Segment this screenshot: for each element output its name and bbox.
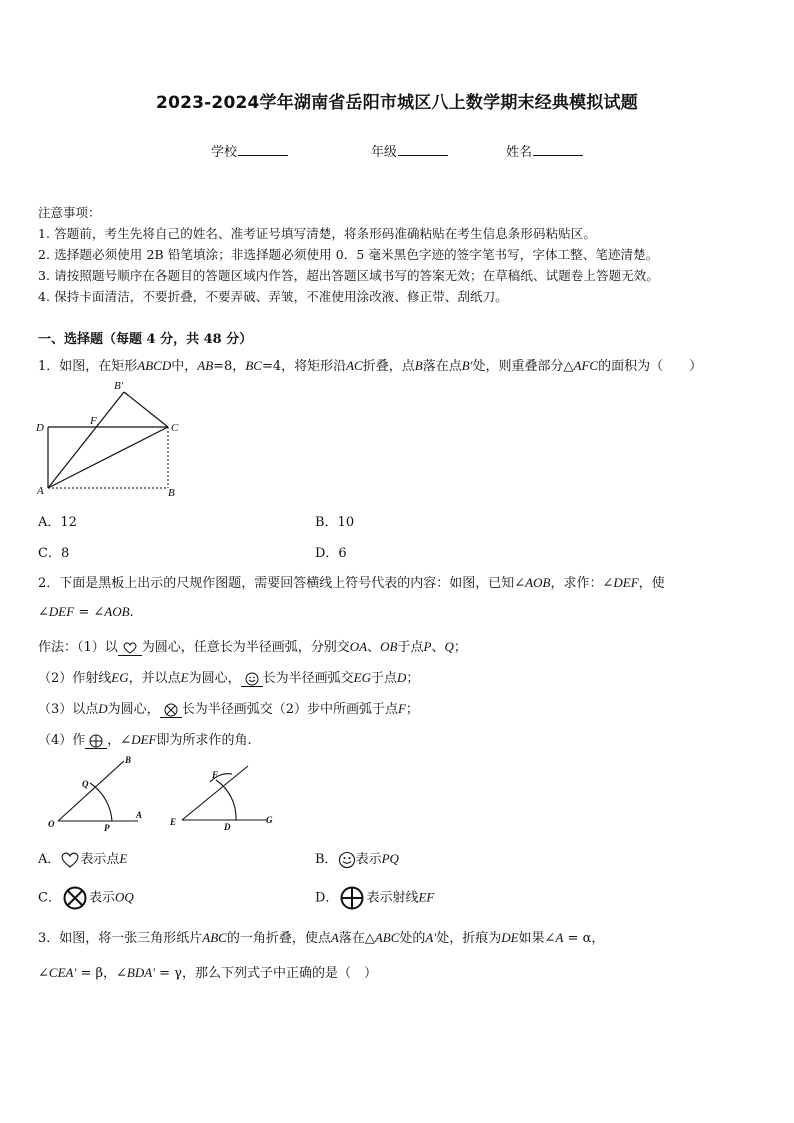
- question-3-stem-line2: ∠CEA′ = β，∠BDA′ = γ，那么下列式子中正确的是（ ）: [38, 965, 377, 981]
- question-2-figure-angle-def: [166, 760, 281, 834]
- q2-option-a[interactable]: A． 表示点E: [38, 851, 128, 867]
- label-p: P: [104, 823, 110, 833]
- notes-heading: 注意事项：: [38, 205, 101, 220]
- note-item-4: 4. 保持卡面清洁，不要折叠，不要弄破、弄皱，不准使用涂改液、修正带、刮纸刀。: [38, 289, 508, 304]
- question-1-stem: 1．如图，在矩形ABCD中，AB=8，BC=4，将矩形沿AC折叠，点B落在点B′处，则重叠部分△AFC的面积为（ ）: [38, 358, 703, 374]
- name-blank[interactable]: [533, 143, 583, 156]
- circled-plus-icon: [89, 734, 103, 748]
- question-2-step-1: 作法：（1）以 为圆心，任意长为半径画弧，分别交OA、OB于点P、Q；: [38, 639, 467, 655]
- label-e: E: [170, 817, 177, 827]
- section-heading: 一、选择题（每题 4 分，共 48 分）: [38, 332, 253, 347]
- question-2-step-3: （3）以点D为圆心， 长为半径画弧交（2）步中所画弧于点F；: [38, 701, 419, 717]
- smiley-icon: [245, 672, 259, 686]
- label-c: C: [171, 422, 179, 434]
- name-field[interactable]: [506, 141, 583, 160]
- arc-df: [216, 780, 236, 820]
- question-2-figure-angle-aob: [44, 755, 154, 833]
- q1-option-b[interactable]: B．10: [315, 515, 355, 530]
- q2-option-b[interactable]: B． 表示PQ: [315, 851, 399, 867]
- heart-icon: [122, 641, 138, 655]
- label-b-prime: B': [114, 380, 124, 392]
- school-label: 学校: [211, 145, 238, 160]
- label-o: O: [48, 819, 55, 829]
- circled-x-icon: [164, 703, 178, 717]
- question-2-stem-line1: 2．下面是黑板上出示的尺规作图题，需要回答横线上符号代表的内容：如图，已知∠AOB，求作：∠DEF，使: [38, 575, 665, 591]
- q1-option-c[interactable]: C．8: [38, 546, 70, 561]
- question-1-figure: [34, 376, 184, 500]
- segment-ab-prime: [48, 392, 124, 488]
- circled-x-icon: [61, 886, 89, 910]
- note-item-3: 3. 请按照题号顺序在各题目的答题区域内作答，超出答题区域书写的答案无效；在草稿纸、试题卷上答题无效。: [38, 268, 660, 283]
- ray-ob: [58, 761, 124, 821]
- question-2-step-2: （2）作射线EG，并以点E为圆心， 长为半径画弧交EG于点D；: [38, 670, 420, 686]
- question-3-stem-line1: 3．如图，将一张三角形纸片ABC的一角折叠，使点A落在△ABC处的A′处，折痕为DE如果∠A = α，: [38, 930, 605, 946]
- question-2-step-4: （4）作 ，∠DEF即为所求作的角.: [38, 732, 252, 748]
- page-title: 2023-2024学年湖南省岳阳市城区八上数学期末经典模拟试题: [156, 93, 638, 113]
- q2-option-d[interactable]: D． 表示射线EF: [315, 886, 434, 910]
- label-a: A: [37, 485, 44, 497]
- label-f: F: [90, 415, 97, 427]
- circled-plus-icon: [338, 886, 366, 910]
- label-g: G: [266, 815, 273, 825]
- q1-option-d[interactable]: D．6: [315, 546, 347, 561]
- heart-icon: [60, 851, 80, 869]
- note-item-2: 2. 选择题必须使用 2B 铅笔填涂；非选择题必须使用 0．5 毫米黑色字迹的签字笔书写，字体工整、笔迹清楚。: [38, 247, 659, 262]
- grade-field[interactable]: [371, 141, 448, 160]
- segment-b-prime-c: [124, 392, 168, 427]
- segment-ac: [48, 427, 168, 488]
- grade-blank[interactable]: [398, 143, 448, 156]
- q2-option-c[interactable]: C． 表示OQ: [38, 886, 134, 910]
- label-d: D: [36, 422, 44, 434]
- smiley-icon: [338, 851, 356, 869]
- school-blank[interactable]: [238, 143, 288, 156]
- label-a: A: [136, 810, 143, 820]
- question-2-stem-line2: ∠DEF = ∠AOB.: [38, 604, 134, 620]
- label-f: F: [212, 770, 219, 780]
- name-label: 姓名: [506, 145, 533, 160]
- grade-label: 年级: [371, 145, 398, 160]
- label-b: B: [168, 487, 175, 499]
- note-item-1: 1. 答题前，考生先将自己的姓名、准考证号填写清楚，将条形码准确粘贴在考生信息条形码粘贴区。: [38, 226, 597, 241]
- label-b: B: [125, 755, 132, 765]
- label-d: D: [224, 822, 231, 832]
- school-field[interactable]: [211, 141, 288, 160]
- q1-option-a[interactable]: A．12: [38, 515, 77, 530]
- label-q: Q: [82, 779, 89, 789]
